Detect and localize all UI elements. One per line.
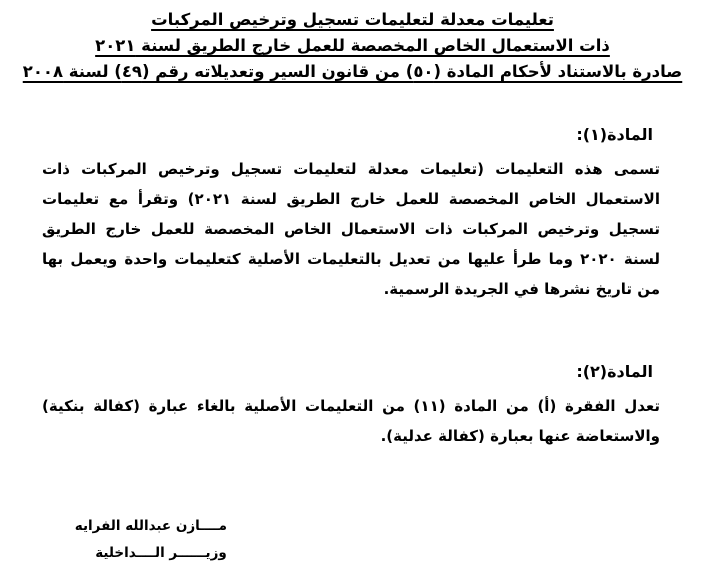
article-1-section: [0, 125, 705, 304]
article-1-label: المادة(١):: [576, 125, 653, 144]
signature-block: [74, 513, 227, 567]
article-1-body: تسمى هذه التعليمات (تعليمات معدلة لتعليمات تسجيل وترخيص المركبات ذات الاستعمال الخاص المخصصة للعمل خارج الطريق لسنة ٢٠٢١) وتقرأ مع تعليمات تسجيل وترخيص المركبات ذات الاستعمال الخاص المخصصة للعمل خارج الطريق لسنة ٢٠٢٠ وما طرأ عليها من تعديل بالتعليمات الأصلية كتعليمات واحدة ويعمل بها من تاريخ نشرها في الجريدة الرسمية.: [42, 160, 660, 298]
document-title-line-3: صادرة بالاستناد لأحكام المادة (٥٠) من قانون السير وتعديلاته رقم (٤٩) لسنة ٢٠٠٨: [22, 62, 683, 81]
signatory-name: مــــازن عبدالله الفرايه: [74, 518, 227, 534]
document-title-line-1: تعليمات معدلة لتعليمات تسجيل وترخيص المركبات: [151, 10, 554, 29]
article-2-section: [0, 362, 705, 451]
signatory-title: وزيــــــر الــــداخلية: [95, 545, 227, 561]
document-title-line-2: ذات الاستعمال الخاص المخصصة للعمل خارج الطريق لسنة ٢٠٢١: [95, 36, 610, 55]
article-2-label: المادة(٢):: [576, 362, 653, 381]
document-header: [0, 7, 705, 85]
article-2-body: تعدل الفقرة (أ) من المادة (١١) من التعليمات الأصلية بالغاء عبارة (كفالة بنكية) والاستعاضة عنها بعبارة (كفالة عدلية).: [42, 397, 661, 445]
